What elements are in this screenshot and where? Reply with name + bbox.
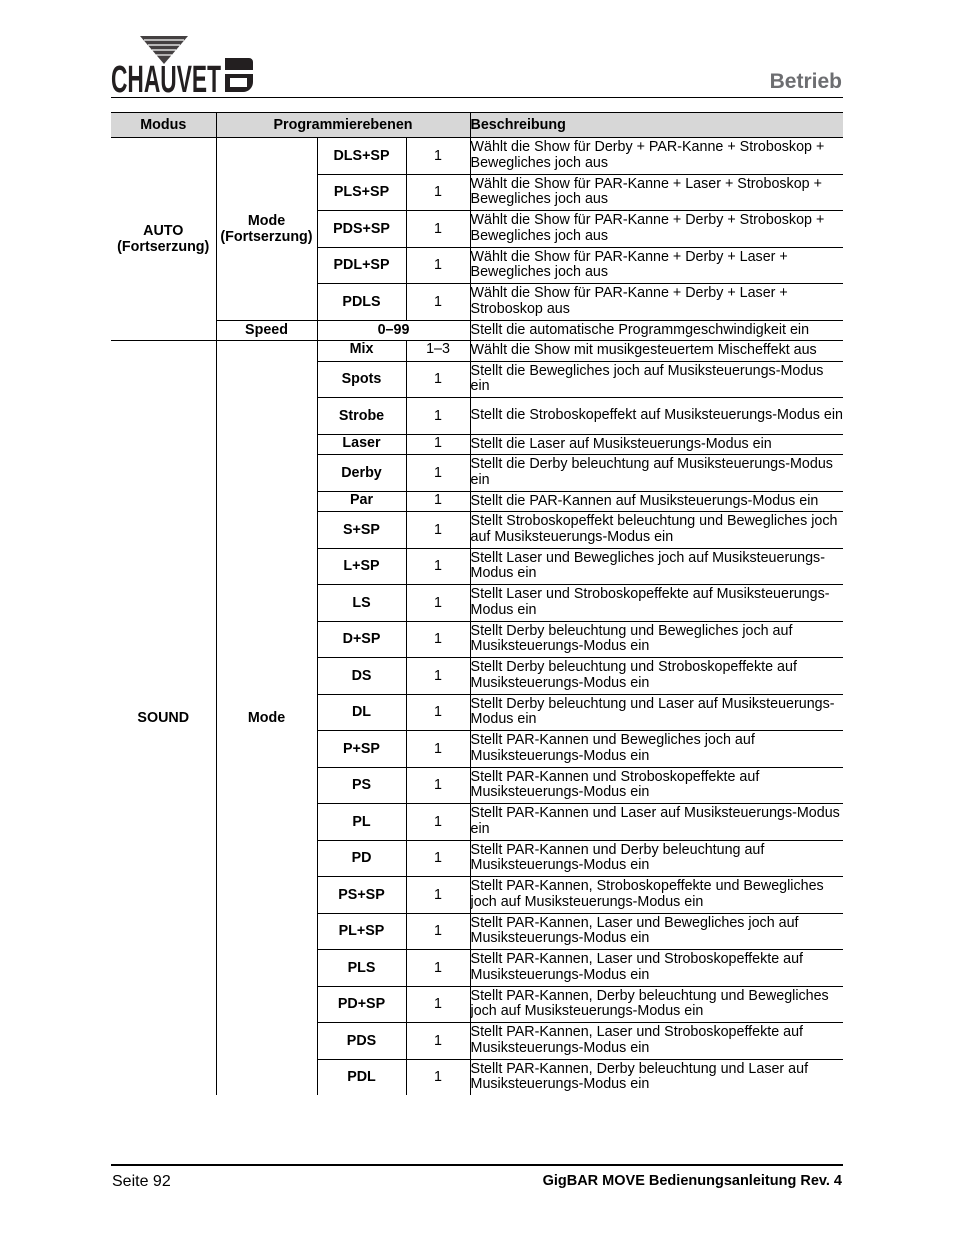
program-description: Stellt Stroboskopeffekt beleuchtung und Bewegliches joch auf Musiksteuerungs-Modus ein: [470, 512, 843, 549]
program-value: 1: [406, 1059, 470, 1095]
program-value: 1–3: [406, 341, 470, 362]
program-description: Stellt Laser und Stroboskopeffekte auf Musiksteuerungs-Modus ein: [470, 585, 843, 622]
sound-submode-cell: Mode: [216, 341, 317, 1096]
auto-submode-cell: [216, 138, 317, 321]
program-value: 1: [406, 247, 470, 284]
program-code: PDS: [317, 1023, 406, 1060]
program-value: 1: [406, 284, 470, 321]
program-description: Stellt PAR-Kannen, Stroboskopeffekte und Bewegliches joch auf Musiksteuerungs-Modus ein: [470, 877, 843, 914]
program-value: 1: [406, 138, 470, 175]
program-description: Stellt die Laser auf Musiksteuerungs-Modus ein: [470, 434, 843, 455]
program-value: 1: [406, 877, 470, 914]
program-value: 1: [406, 621, 470, 658]
program-description: Stellt PAR-Kannen, Laser und Stroboskopeffekte auf Musiksteuerungs-Modus ein: [470, 950, 843, 987]
program-description: Stellt PAR-Kannen und Stroboskopeffekte auf Musiksteuerungs-Modus ein: [470, 767, 843, 804]
chauvet-dj-logo: [111, 34, 253, 101]
program-code: PD: [317, 840, 406, 877]
program-code: PS: [317, 767, 406, 804]
program-description: Stellt die Derby beleuchtung auf Musiksteuerungs-Modus ein: [470, 455, 843, 492]
program-code: PDL+SP: [317, 247, 406, 284]
program-description: Stellt PAR-Kannen, Laser und Stroboskopeffekte auf Musiksteuerungs-Modus ein: [470, 1023, 843, 1060]
program-description: Stellt Laser und Bewegliches joch auf Musiksteuerungs-Modus ein: [470, 548, 843, 585]
program-code: D+SP: [317, 621, 406, 658]
program-description: Stellt PAR-Kannen und Laser auf Musiksteuerungs-Modus ein: [470, 804, 843, 841]
program-code: Laser: [317, 434, 406, 455]
program-value: 1: [406, 548, 470, 585]
table-header-row: [111, 113, 843, 138]
sound-mode-cell: SOUND: [111, 341, 216, 1096]
program-code: DS: [317, 658, 406, 695]
program-code: PL+SP: [317, 913, 406, 950]
program-description: Wählt die Show für PAR-Kanne + Laser + Stroboskop + Bewegliches joch aus: [470, 174, 843, 211]
table-row-speed: [111, 320, 843, 341]
program-code: L+SP: [317, 548, 406, 585]
program-code: PDS+SP: [317, 211, 406, 248]
program-description: Stellt die Bewegliches joch auf Musiksteuerungs-Modus ein: [470, 361, 843, 398]
program-value: 1: [406, 361, 470, 398]
program-code: PD+SP: [317, 986, 406, 1023]
header-beschreibung: Beschreibung: [470, 113, 843, 138]
program-description: Stellt Derby beleuchtung und Stroboskopeffekte auf Musiksteuerungs-Modus ein: [470, 658, 843, 695]
program-code: Par: [317, 491, 406, 512]
program-value: 1: [406, 585, 470, 622]
program-value: 1: [406, 455, 470, 492]
program-value: 1: [406, 731, 470, 768]
page-number: Seite 92: [112, 1173, 171, 1190]
program-value: 1: [406, 174, 470, 211]
program-code: PLS: [317, 950, 406, 987]
program-code: PS+SP: [317, 877, 406, 914]
program-code: Spots: [317, 361, 406, 398]
speed-label: Speed: [216, 320, 317, 341]
program-description: Stellt PAR-Kannen, Derby beleuchtung und Laser auf Musiksteuerungs-Modus ein: [470, 1060, 809, 1093]
program-code: DL: [317, 694, 406, 731]
program-code: Mix: [317, 341, 406, 362]
program-description: Stellt die Stroboskopeffekt auf Musiksteuerungs-Modus ein: [470, 398, 843, 435]
program-description: Stellt Derby beleuchtung und Bewegliches joch auf Musiksteuerungs-Modus ein: [470, 621, 843, 658]
program-description: Wählt die Show für PAR-Kanne + Derby + Laser + Bewegliches joch aus: [470, 247, 843, 284]
program-code: PDL: [317, 1059, 406, 1095]
header-programmierebenen: Programmierebenen: [216, 113, 470, 138]
auto-mode-line2: (Fortserzung): [117, 239, 210, 255]
program-value: 1: [406, 658, 470, 695]
program-value: 1: [406, 211, 470, 248]
program-code: PLS+SP: [317, 174, 406, 211]
header-rule: [111, 97, 843, 98]
program-value: 1: [406, 694, 470, 731]
program-code: S+SP: [317, 512, 406, 549]
program-description: Stellt PAR-Kannen und Bewegliches joch auf Musiksteuerungs-Modus ein: [470, 731, 843, 768]
speed-description: Stellt die automatische Programmgeschwindigkeit ein: [470, 320, 843, 341]
program-code: PDLS: [317, 284, 406, 321]
program-value: 1: [406, 804, 470, 841]
program-code: PL: [317, 804, 406, 841]
program-description: Wählt die Show mit musikgesteuertem Mischeffekt aus: [470, 341, 843, 362]
program-value: 1: [406, 398, 470, 435]
program-description: Wählt die Show für PAR-Kanne + Derby + Laser + Stroboskop aus: [470, 284, 843, 321]
program-value: 1: [406, 491, 470, 512]
program-description: Wählt die Show für Derby + PAR-Kanne + Stroboskop + Bewegliches joch aus: [470, 138, 843, 175]
program-code: Strobe: [317, 398, 406, 435]
program-value: 1: [406, 1023, 470, 1060]
program-code: P+SP: [317, 731, 406, 768]
auto-submode-line2: (Fortserzung): [220, 228, 313, 245]
program-description: Stellt PAR-Kannen und Derby beleuchtung auf Musiksteuerungs-Modus ein: [470, 840, 843, 877]
program-description: Stellt die PAR-Kannen auf Musiksteuerungs-Modus ein: [470, 491, 843, 512]
auto-submode-line1: Mode: [247, 212, 286, 229]
program-code: Derby: [317, 455, 406, 492]
footer-rule: [111, 1164, 843, 1166]
header-modus: Modus: [111, 113, 216, 138]
program-value: 1: [406, 434, 470, 455]
table-row: [111, 341, 843, 362]
program-value: 1: [406, 913, 470, 950]
auto-mode-line1: AUTO: [143, 223, 184, 239]
svg-text:CHAUVET: CHAUVET: [111, 59, 221, 101]
section-title: Betrieb: [769, 70, 842, 93]
table-row: [111, 138, 843, 175]
program-value: 1: [406, 512, 470, 549]
program-code: LS: [317, 585, 406, 622]
program-description: Stellt PAR-Kannen, Derby beleuchtung und Bewegliches joch auf Musiksteuerungs-Modus ein: [470, 986, 843, 1023]
table-body: [111, 138, 843, 1096]
auto-mode-cell: [111, 138, 216, 341]
program-value: 1: [406, 767, 470, 804]
program-value: 1: [406, 840, 470, 877]
program-value: 1: [406, 950, 470, 987]
speed-range: 0–99: [317, 320, 470, 341]
program-code: DLS+SP: [317, 138, 406, 175]
program-table: [111, 112, 843, 1095]
program-description: Stellt PAR-Kannen, Laser und Bewegliches joch auf Musiksteuerungs-Modus ein: [470, 913, 843, 950]
document-title: GigBAR MOVE Bedienungsanleitung Rev. 4: [542, 1173, 842, 1189]
program-description: Stellt Derby beleuchtung und Laser auf Musiksteuerungs-Modus ein: [470, 694, 843, 731]
program-value: 1: [406, 986, 470, 1023]
program-description: Wählt die Show für PAR-Kanne + Derby + Stroboskop + Bewegliches joch aus: [470, 211, 843, 248]
